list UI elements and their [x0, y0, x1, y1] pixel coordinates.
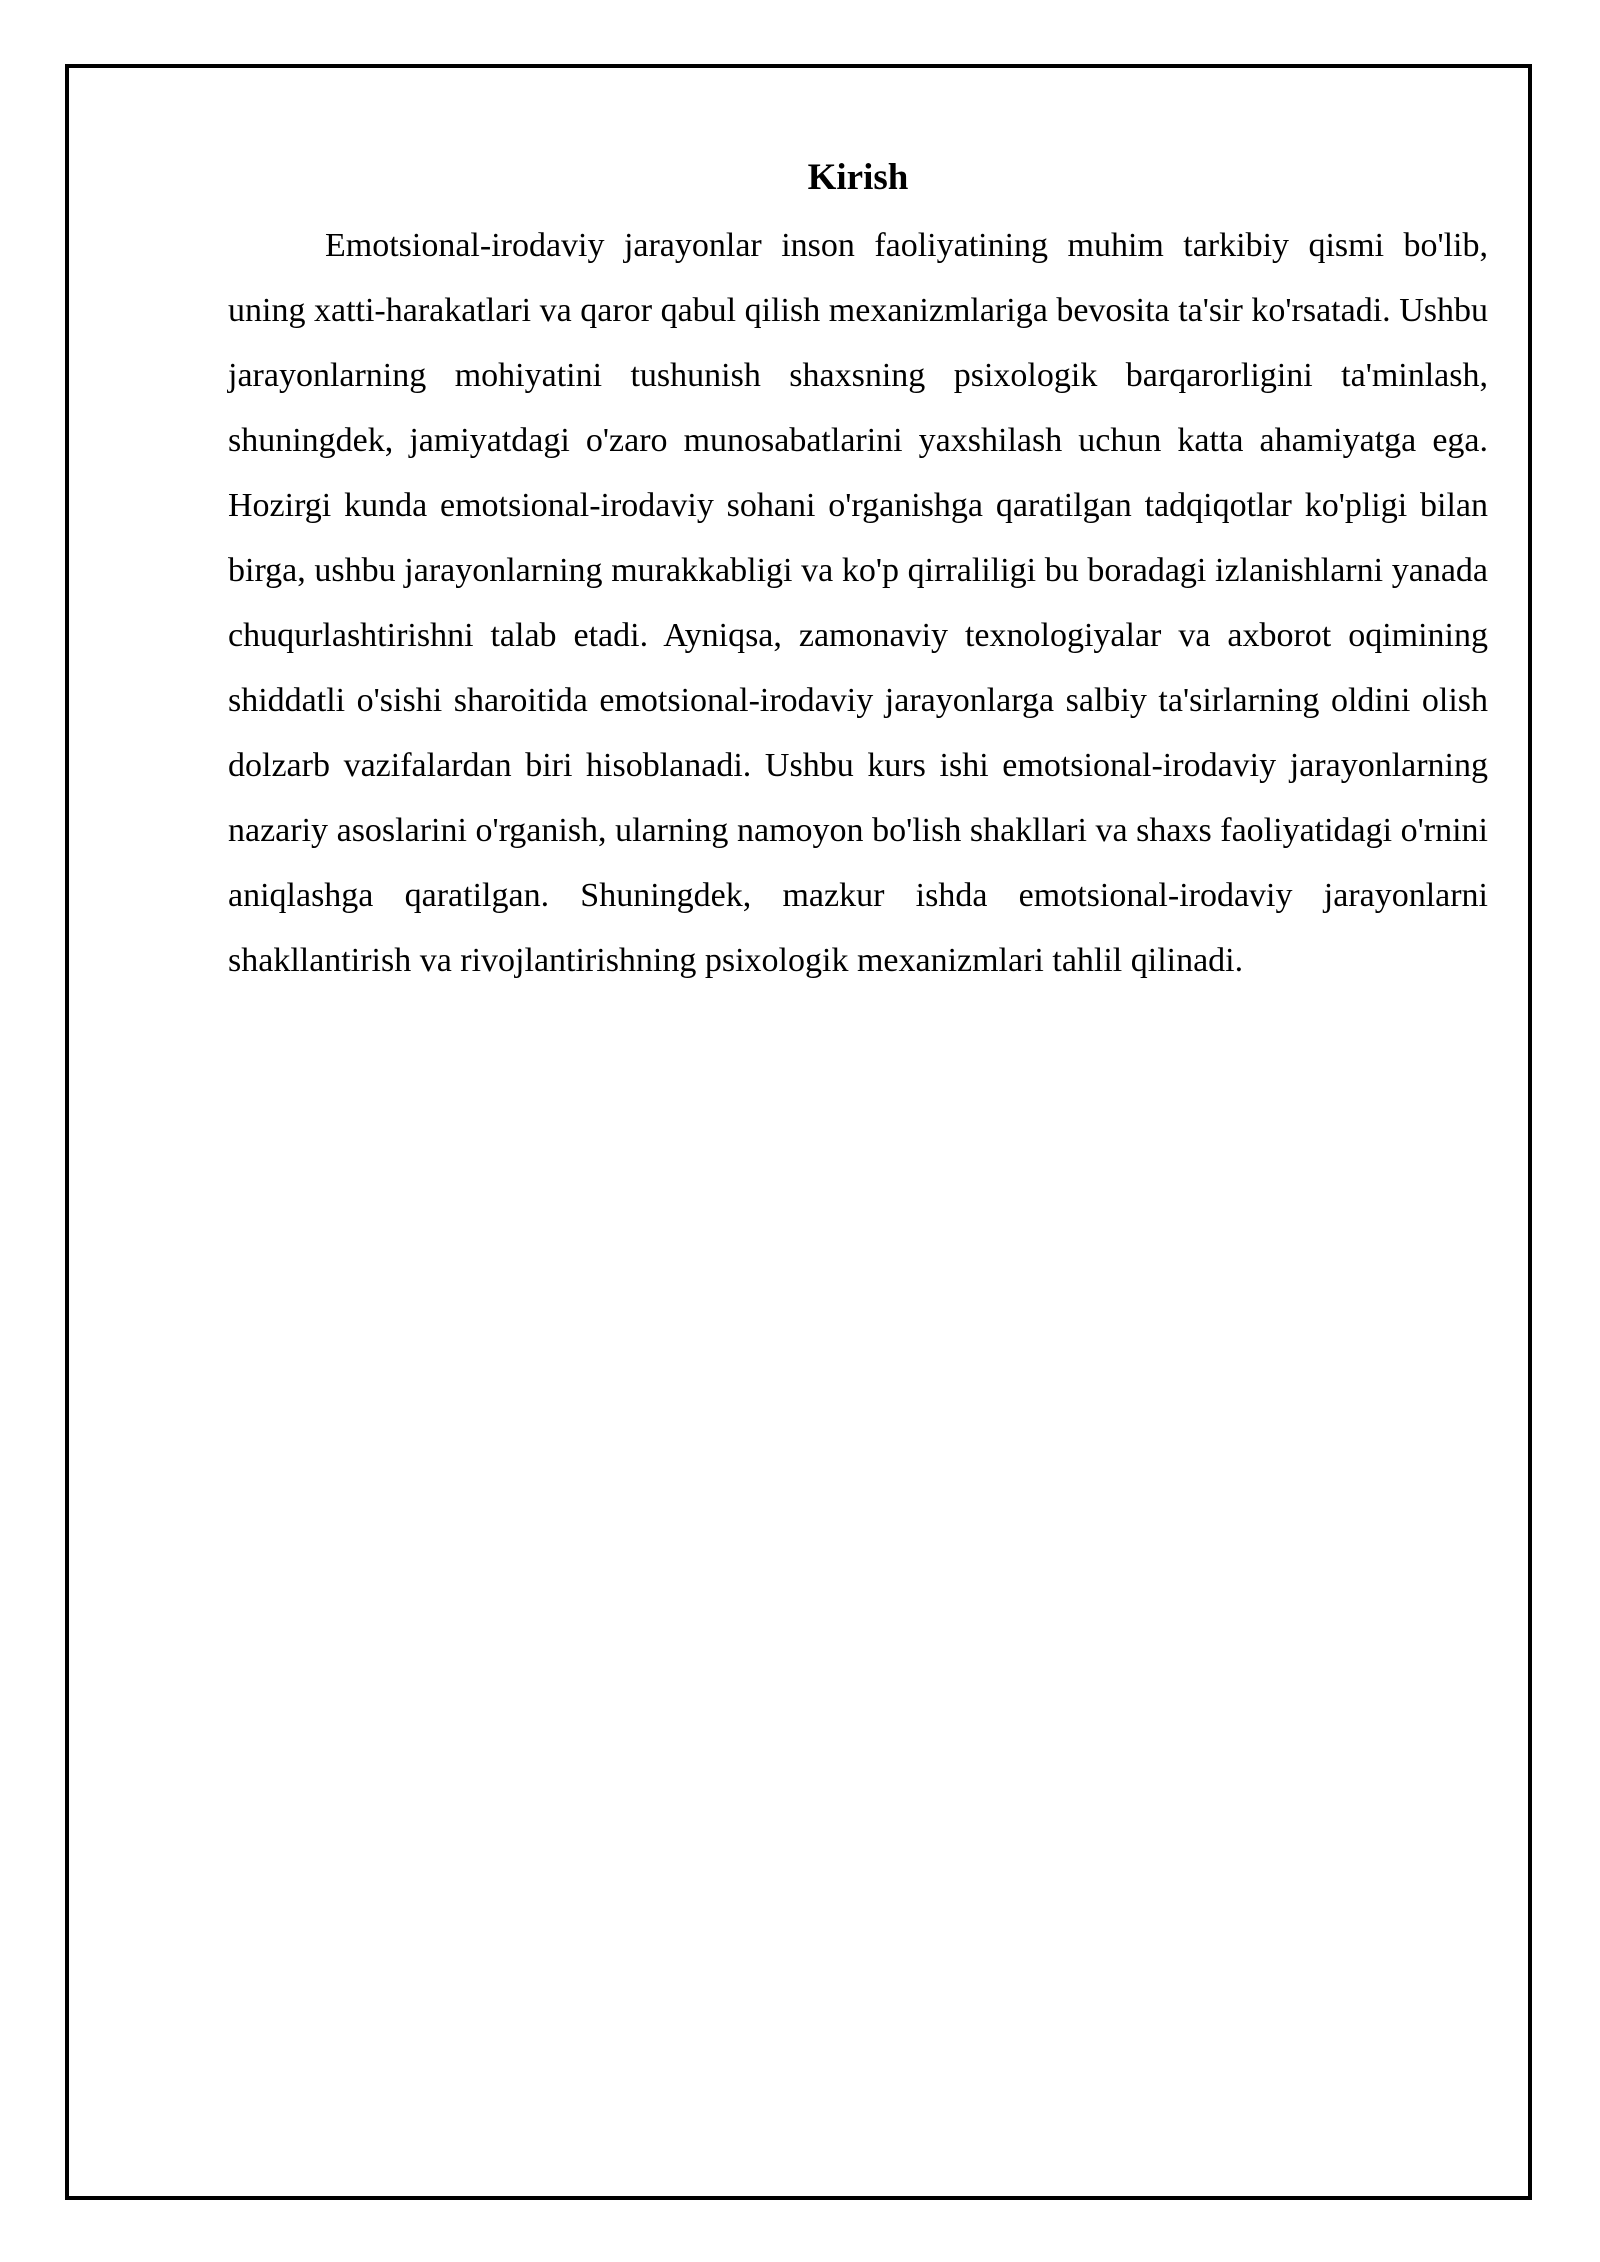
page-title: Kirish [807, 157, 909, 198]
document-body [228, 143, 1488, 993]
intro-paragraph: Emotsional-irodaviy jarayonlar inson faoliyatining muhim tarkibiy qismi bo'lib, uning xatti-harakatlari va qaror qabul qilish mexanizmlariga bevosita ta'sir ko'rsatadi. Ushbu jarayonlarning mohiyatini tushunish shaxsning psixologik barqarorligini ta'minlash, shuningdek, jamiyatdagi o'zaro munosabatlarini yaxshilash uchun katta ahamiyatga ega. Hozirgi kunda emotsional-irodaviy sohani o'rganishga qaratilgan tadqiqotlar ko'pligi bilan birga, ushbu jarayonlarning murakkabligi va ko'p qirraliligi bu boradagi izlanishlarni yanada chuqurlashtirishni talab etadi. Ayniqsa, zamonaviy texnologiyalar va axborot oqimining shiddatli o'sishi sharoitida emotsional-irodaviy jarayonlarga salbiy ta'sirlarning oldini olish dolzarb vazifalardan biri hisoblanadi. Ushbu kurs ishi emotsional-irodaviy jarayonlarning nazariy asoslarini o'rganish, ularning namoyon bo'lish shakllari va shaxs faoliyatidagi o'rnini aniqlashga qaratilgan. Shuningdek, mazkur ishda emotsional-irodaviy jarayonlarni shakllantirish va rivojlantirishning psixologik mexanizmlari tahlil qilinadi. [228, 227, 1488, 979]
